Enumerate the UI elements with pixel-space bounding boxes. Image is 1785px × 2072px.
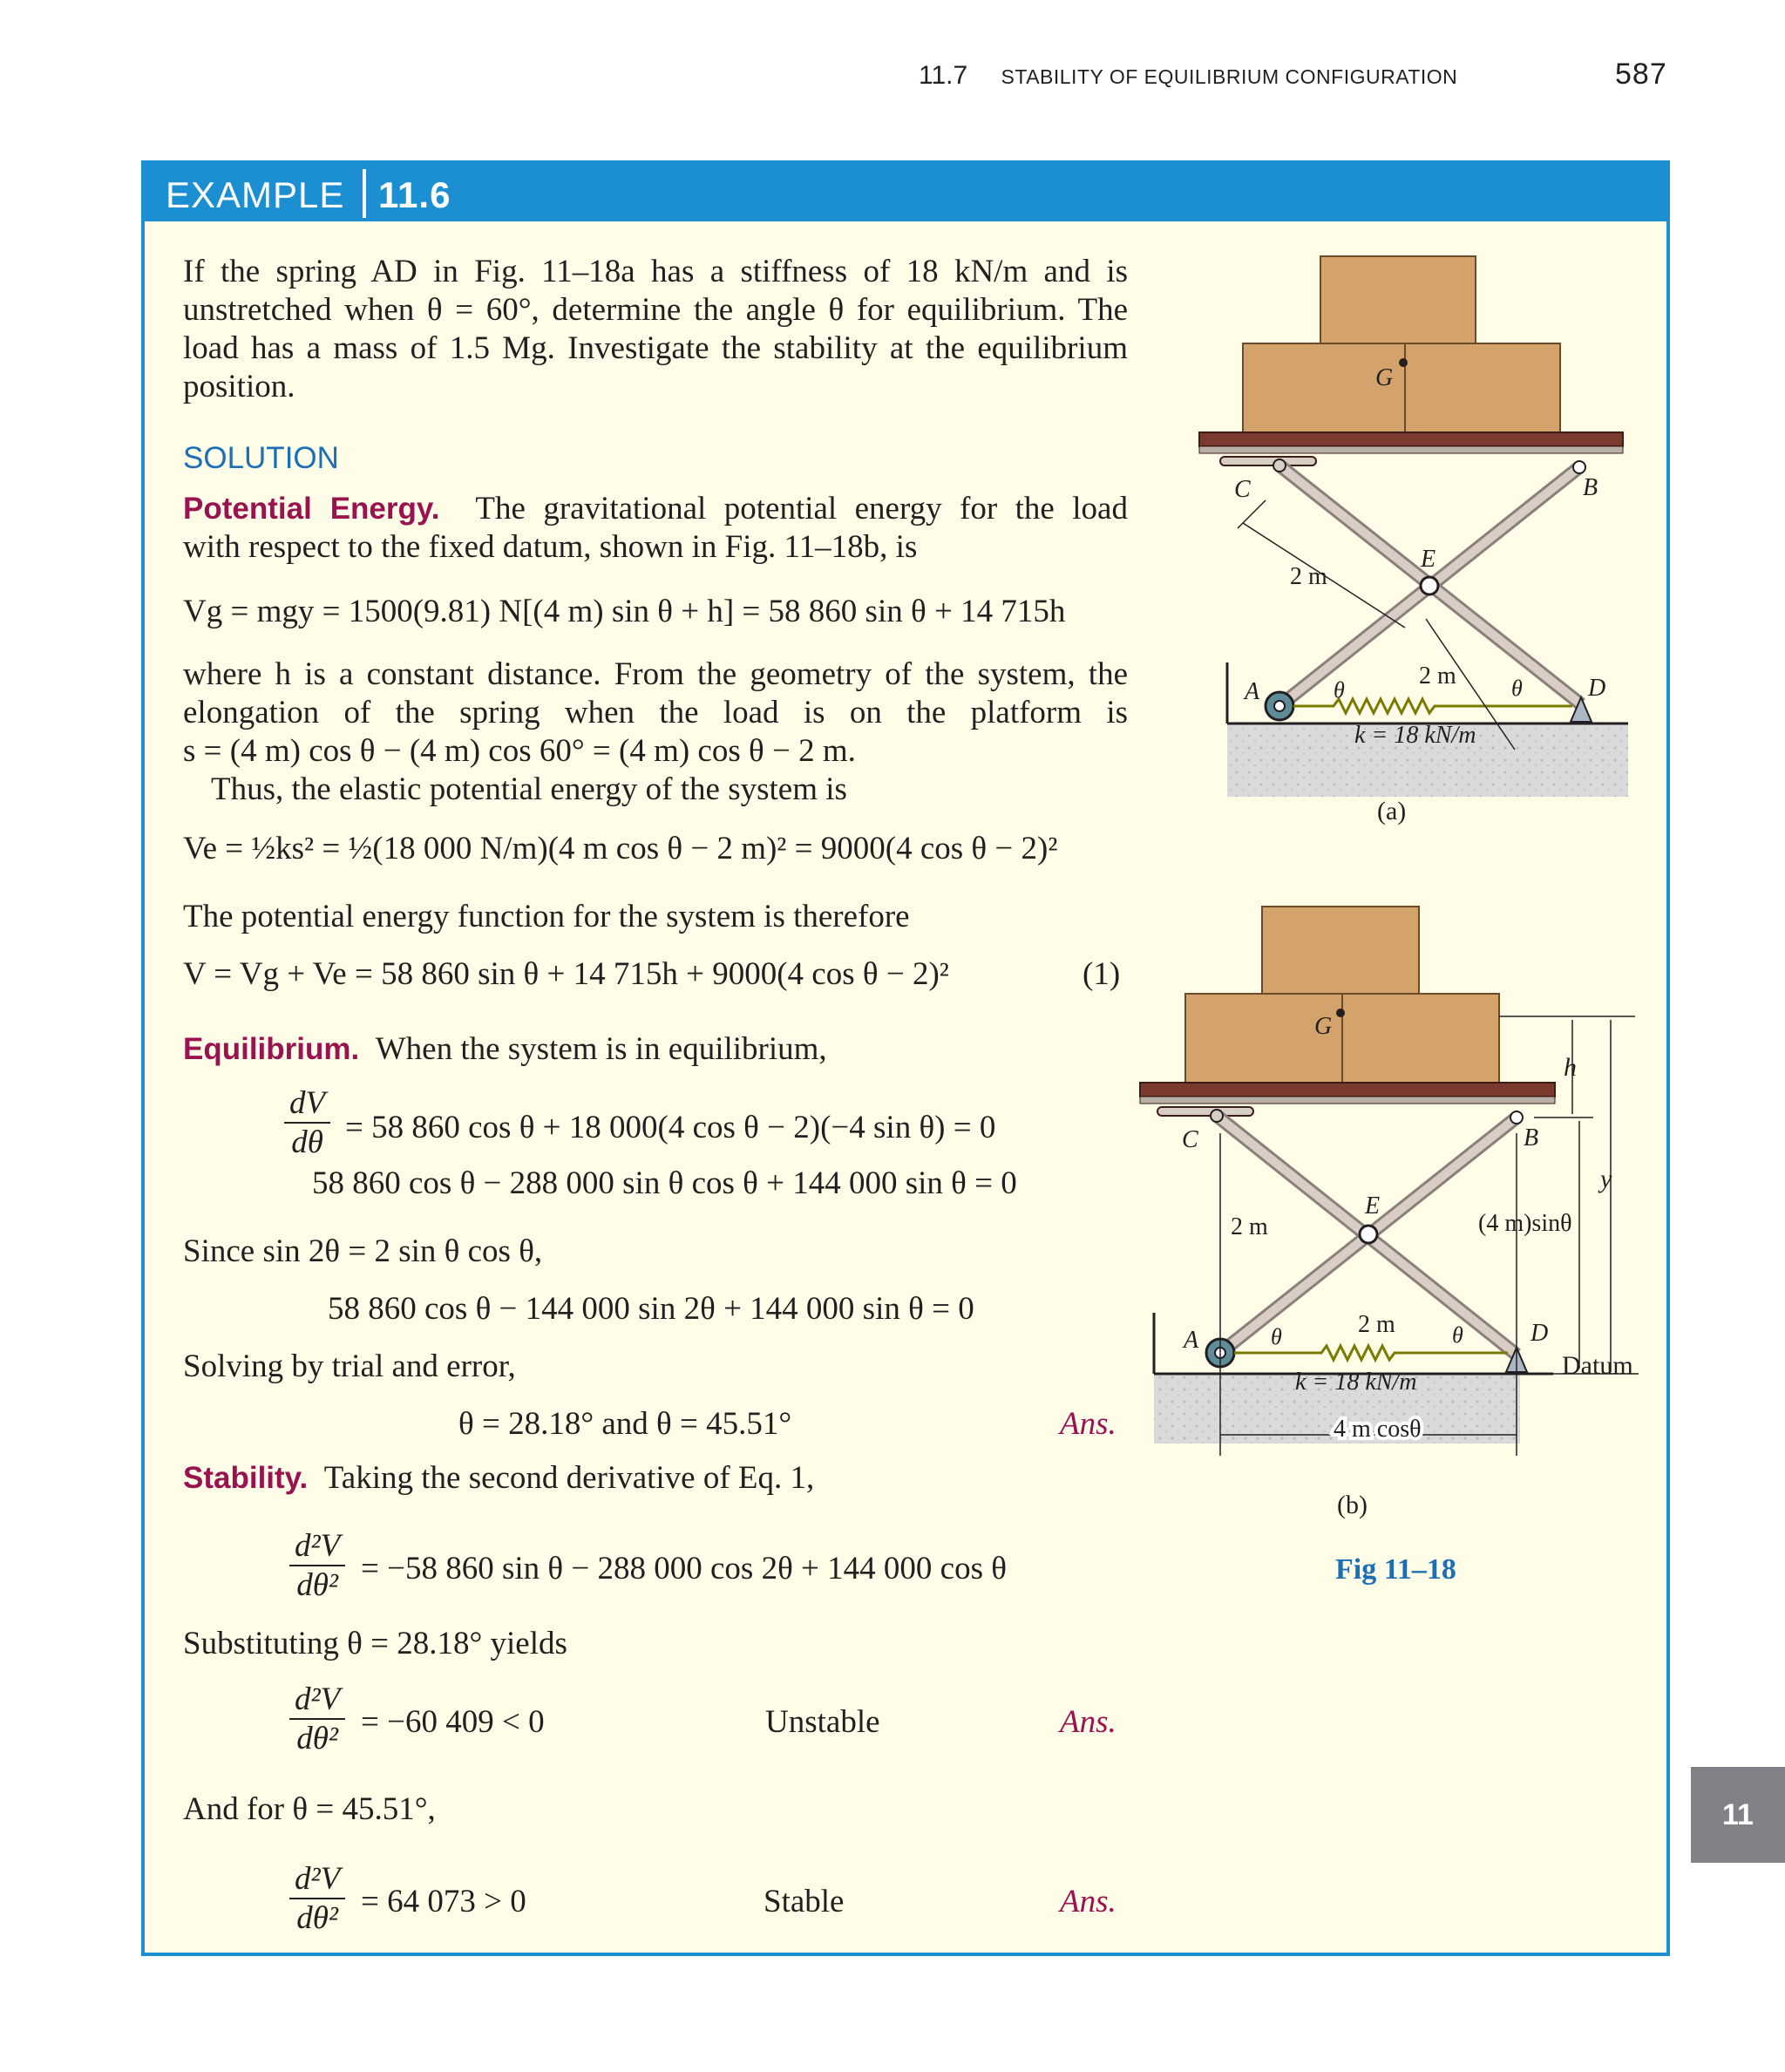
figure-caption: Fig 11–18 <box>1335 1553 1456 1586</box>
problem-line: position. <box>183 369 295 404</box>
label-2m-left: 2 m <box>1290 563 1327 590</box>
label-theta-left: θ <box>1271 1324 1282 1349</box>
equilibrium-result: θ = 28.18° and θ = 45.51° <box>458 1406 792 1442</box>
geometry-line: s = (4 m) cos θ − (4 m) cos 60° = (4 m) cos θ − 2 m. <box>183 733 856 769</box>
answer-label: Ans. <box>1060 1884 1116 1919</box>
label-y: y <box>1600 1165 1612 1193</box>
label-h: h <box>1564 1053 1577 1082</box>
platform-lower <box>1199 446 1623 453</box>
label-spring: k = 18 kN/m <box>1295 1369 1417 1396</box>
stability-value-1: = −60 409 < 0 <box>361 1704 545 1740</box>
equation-vg: Vg = mgy = 1500(9.81) N[(4 m) sin θ + h] = 58 860 sin θ + 14 715h <box>183 594 1066 629</box>
label-e: E <box>1421 546 1436 573</box>
stability-text: Taking the second derivative of Eq. 1, <box>323 1460 815 1496</box>
stability-heading: Stability. <box>183 1461 309 1495</box>
stability-eq: = −58 860 sin θ − 288 000 cos 2θ + 144 000 cos θ <box>361 1551 1007 1586</box>
label-2m-bottom: 2 m <box>1358 1311 1395 1338</box>
label-a: A <box>1184 1327 1199 1354</box>
label-d: D <box>1588 675 1606 702</box>
crate-top <box>1262 907 1419 994</box>
pin-b <box>1573 461 1585 473</box>
section-title: STABILITY OF EQUILIBRIUM CONFIGURATION <box>1001 65 1458 88</box>
potential-line2: with respect to the fixed datum, shown in Fig. 11–18b, is <box>183 529 918 565</box>
thus-line: Thus, the elastic potential energy of the system is <box>211 771 847 807</box>
equilibrium-eq2: 58 860 cos θ − 288 000 sin θ cos θ + 144 000 sin θ = 0 <box>312 1165 1017 1201</box>
geometry-line: elongation of the spring when the load is on the platform is <box>183 695 1128 730</box>
platform-lower <box>1140 1097 1555 1104</box>
label-4m-cos: 4 m cosθ <box>1334 1416 1422 1443</box>
solution-heading: SOLUTION <box>183 441 339 475</box>
label-2m-left: 2 m <box>1231 1213 1268 1240</box>
fraction-numerator: d²V <box>295 1681 341 1717</box>
label-g: G <box>1375 364 1394 391</box>
function-text: The potential energy function for the system is therefore <box>183 899 910 934</box>
fraction-denominator: dθ² <box>289 1718 345 1757</box>
section-number: 11.7 <box>919 61 968 90</box>
slider-track <box>1220 457 1316 465</box>
page-number: 587 <box>1615 58 1667 91</box>
substitute-2: And for θ = 45.51°, <box>183 1791 436 1827</box>
platform <box>1199 432 1623 446</box>
potential-heading: Potential Energy. <box>183 492 440 526</box>
center-of-gravity-marker <box>1399 358 1408 367</box>
label-d: D <box>1530 1320 1549 1347</box>
label-theta-right: θ <box>1511 676 1523 701</box>
equilibrium-line <box>183 1030 827 1069</box>
crate-right <box>1405 343 1560 432</box>
figure-b <box>1133 898 1656 1456</box>
equilibrium-eq3: 58 860 cos θ − 144 000 sin 2θ + 144 000 sin θ = 0 <box>328 1291 974 1327</box>
label-2m-bottom: 2 m <box>1419 662 1456 690</box>
fraction-numerator: d²V <box>295 1528 341 1564</box>
label-c: C <box>1182 1126 1198 1153</box>
problem-line: unstretched when θ = 60°, determine the angle θ for equilibrium. The <box>183 292 1128 328</box>
second-derivative-fraction <box>289 1681 345 1757</box>
fraction-numerator: dV <box>289 1085 326 1121</box>
potential-line1: The gravitational potential energy for the load <box>475 491 1128 526</box>
slider-track <box>1157 1107 1253 1116</box>
caption-a: (a) <box>1377 797 1407 825</box>
equation-v: V = Vg + Ve = 58 860 sin θ + 14 715h + 9000(4 cos θ − 2)² <box>183 956 949 992</box>
example-banner <box>145 164 1666 221</box>
answer-label: Ans. <box>1060 1704 1116 1740</box>
problem-line: load has a mass of 1.5 Mg. Investigate the stability at the equilibrium <box>183 330 1128 366</box>
geometry-paragraph <box>183 656 1128 809</box>
center-of-gravity-marker <box>1336 1009 1345 1017</box>
label-theta-left: θ <box>1334 677 1345 703</box>
label-spring: k = 18 kN/m <box>1354 722 1476 749</box>
label-e: E <box>1365 1192 1381 1219</box>
substitute-1: Substituting θ = 28.18° yields <box>183 1626 567 1661</box>
figure-a <box>1185 244 1673 802</box>
example-label: EXAMPLE <box>166 174 345 215</box>
label-datum: Datum <box>1562 1351 1633 1380</box>
fraction-denominator: dθ² <box>289 1565 345 1604</box>
pin-b <box>1510 1111 1523 1124</box>
verdict-stable: Stable <box>764 1884 845 1919</box>
pin-e <box>1421 577 1438 594</box>
equation-ve: Ve = ½ks² = ½(18 000 N/m)(4 m cos θ − 2 m)² = 9000(4 cos θ − 2)² <box>183 831 1058 866</box>
equilibrium-eq1: = 58 860 cos θ + 18 000(4 cos θ − 2)(−4 sin θ) = 0 <box>345 1110 996 1145</box>
verdict-unstable: Unstable <box>765 1704 880 1740</box>
equation-number: (1) <box>1083 956 1121 992</box>
fraction-denominator: dθ <box>284 1122 330 1161</box>
geometry-line: where h is a constant distance. From the geometry of the system, the <box>183 656 1128 692</box>
first-derivative-fraction <box>284 1084 330 1161</box>
label-theta-right: θ <box>1452 1322 1463 1348</box>
label-4m-sin: (4 m)sinθ <box>1478 1210 1572 1237</box>
problem-line: If the spring AD in Fig. 11–18a has a stiffness of 18 kN/m and is <box>183 254 1128 289</box>
fraction-numerator: d²V <box>295 1861 341 1897</box>
platform <box>1140 1083 1555 1097</box>
label-a: A <box>1245 678 1260 705</box>
chapter-tab: 11 <box>1691 1767 1785 1863</box>
running-header <box>919 61 1457 91</box>
label-g: G <box>1314 1013 1333 1040</box>
solving-line: Solving by trial and error, <box>183 1348 516 1384</box>
pin-c <box>1273 459 1286 472</box>
label-c: C <box>1234 476 1251 503</box>
second-derivative-fraction <box>289 1860 345 1937</box>
since-line: Since sin 2θ = 2 sin θ cos θ, <box>183 1233 543 1269</box>
banner-divider <box>363 169 366 218</box>
caption-b: (b) <box>1337 1491 1368 1519</box>
second-derivative-fraction <box>289 1527 345 1604</box>
problem-statement <box>183 253 1128 406</box>
equilibrium-heading: Equilibrium. <box>183 1032 360 1066</box>
crate-right <box>1342 994 1499 1083</box>
potential-paragraph <box>183 490 1128 567</box>
crate-top <box>1320 256 1476 343</box>
example-number: 11.6 <box>378 174 451 215</box>
fraction-denominator: dθ² <box>289 1898 345 1937</box>
stability-line <box>183 1459 814 1498</box>
dimension-line <box>1238 500 1266 528</box>
pin-e <box>1360 1226 1377 1243</box>
equilibrium-text: When the system is in equilibrium, <box>375 1031 827 1067</box>
pin-c <box>1211 1110 1223 1122</box>
stability-value-2: = 64 073 > 0 <box>361 1884 526 1919</box>
pin-a-inner <box>1274 701 1285 711</box>
answer-label: Ans. <box>1060 1406 1116 1442</box>
label-b: B <box>1524 1124 1539 1151</box>
label-b: B <box>1583 474 1598 501</box>
